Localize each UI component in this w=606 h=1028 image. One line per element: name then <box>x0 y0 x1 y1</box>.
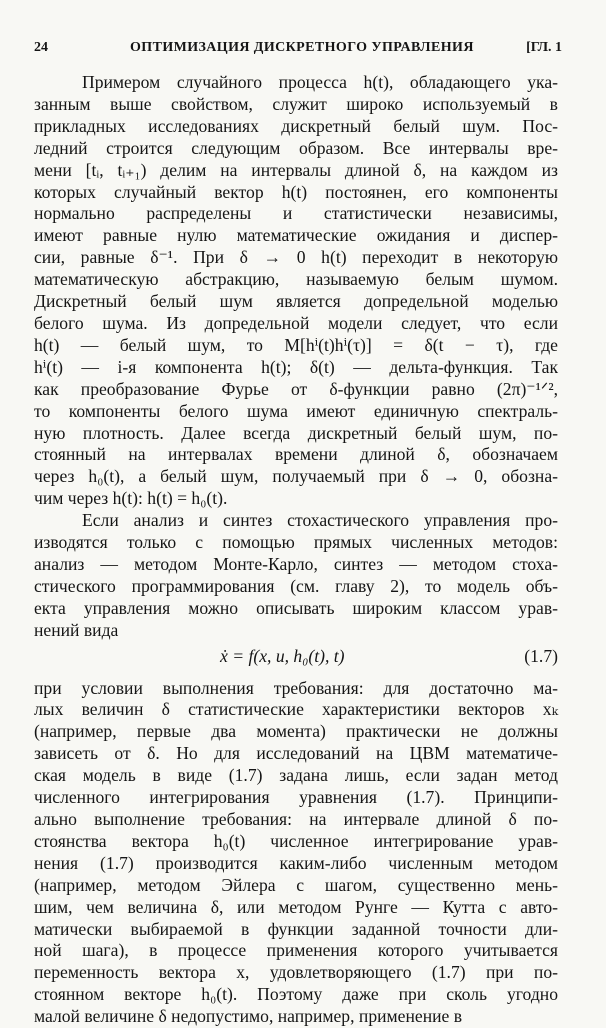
text-line: (например, методом Эйлера с шагом, существенно мень- <box>34 874 558 895</box>
text-line: нения (1.7) производится каким-либо численным методом <box>34 852 558 873</box>
text-line: изводятся только с помощью прямых численных методов: <box>34 532 558 553</box>
equation-label: (1.7) <box>524 645 558 666</box>
text-line: Примером случайного процесса h(t), обладающего ука- <box>82 72 558 92</box>
text-line: матически выбираемой в функции заданной точности дли- <box>34 918 558 939</box>
page-header <box>34 40 562 62</box>
text-line: при условии выполнения требования: для достаточно ма- <box>34 677 558 698</box>
page-body <box>34 72 558 1028</box>
text-line: чим через h(t): h(t) = h₀(t). <box>34 488 228 509</box>
text-line: переменность вектора x, удовлетворяющего (1.7) при по- <box>34 962 558 983</box>
text-line: как преобразование Фурье от δ-функции равно (2π)⁻¹ᐟ², <box>34 378 558 399</box>
equation-1-7 <box>34 644 558 672</box>
text-line: екта управления можно описывать широким классом урав- <box>34 597 558 618</box>
text-line: стического программирования (см. главу 2), то модель объ- <box>34 575 558 596</box>
text-line: ская модель в виде (1.7) задана лишь, если задан метод <box>34 765 558 786</box>
text-line: которых случайный вектор h(t) постоянен, его компоненты <box>34 181 558 202</box>
text-line: лых величин δ статистические характеристики векторов xₖ <box>34 699 558 720</box>
equation-expression: ẋ = f(x, u, h₀(t), t) <box>220 645 345 666</box>
text-line: ную плотность. Далее всегда дискретный белый шум, по- <box>34 422 558 443</box>
text-line: белого шума. Из допредельной модели следует, что если <box>34 312 558 333</box>
text-line: ально выполнение требования: на интервале длиной δ по- <box>34 809 558 829</box>
text-line: зависеть от δ. Но для исследований на ЦВМ математиче- <box>34 743 558 764</box>
text-line: то компоненты белого шума имеют единичную спектраль- <box>34 400 558 421</box>
text-line: ледний строится следующим образом. Все интервалы вре- <box>34 137 558 158</box>
text-line: (например, первые два момента) практически не должны <box>34 721 558 742</box>
chapter-marker: [ГЛ. 1 <box>526 40 562 55</box>
text-line: мени [tᵢ, tᵢ₊₁) делим на интервалы длиной δ, на каждом из <box>34 159 558 180</box>
text-line: численного интегрирования уравнения (1.7). Принципи- <box>34 787 558 808</box>
text-line: Дискретный белый шум является допредельной моделью <box>34 291 558 312</box>
running-title: ОПТИМИЗАЦИЯ ДИСКРЕТНОГО УПРАВЛЕНИЯ <box>130 40 474 55</box>
text-line: имеют равные нулю математические ожидания и диспер- <box>34 225 558 246</box>
text-line: Если анализ и синтез стохастического управления про- <box>82 510 558 531</box>
text-line: hⁱ(t) — i-я компонента h(t); δ(t) — дельта-функция. Так <box>34 356 558 377</box>
text-line: шим, чем величина δ, или методом Рунге — Кутта с авто- <box>34 896 558 917</box>
paragraph-integration-method <box>34 678 558 1028</box>
text-line: сии, равные δ⁻¹. При δ → 0 h(t) переходит в некоторую <box>34 247 558 268</box>
page-number: 24 <box>34 40 48 55</box>
paragraph-white-noise <box>34 72 558 510</box>
paragraph-model-equations <box>34 510 558 641</box>
text-line: математическую абстракцию, называемую белым шумом. <box>34 269 558 290</box>
text-line: h(t) — белый шум, то M[hⁱ(t)hⁱ(τ)] = δ(t − τ), где <box>34 334 558 355</box>
text-line: малой величине δ недопустимо, например, применение в <box>34 1006 463 1027</box>
text-line: через h₀(t), а белый шум, получаемый при δ → 0, обозна- <box>34 466 558 487</box>
text-line: нений вида <box>34 619 119 640</box>
text-line: стоянства вектора h₀(t) численное интегрирование урав- <box>34 830 558 851</box>
text-line: прикладных исследованиях дискретный белый шум. Пос- <box>34 115 558 136</box>
text-line: стоянном векторе h₀(t). Поэтому даже при сколь угодно <box>34 984 558 1005</box>
text-line: занным выше свойством, служит широко используемый в <box>34 93 558 114</box>
text-line: нормально распределены и статистически независимы, <box>34 203 558 224</box>
text-line: стоянный на интервалах времени длиной δ, обозначаем <box>34 444 558 465</box>
text-line: анализ — методом Монте-Карло, синтез — методом стоха- <box>34 553 558 574</box>
text-line: ной шага), в процессе применения которого учитывается <box>34 940 558 961</box>
